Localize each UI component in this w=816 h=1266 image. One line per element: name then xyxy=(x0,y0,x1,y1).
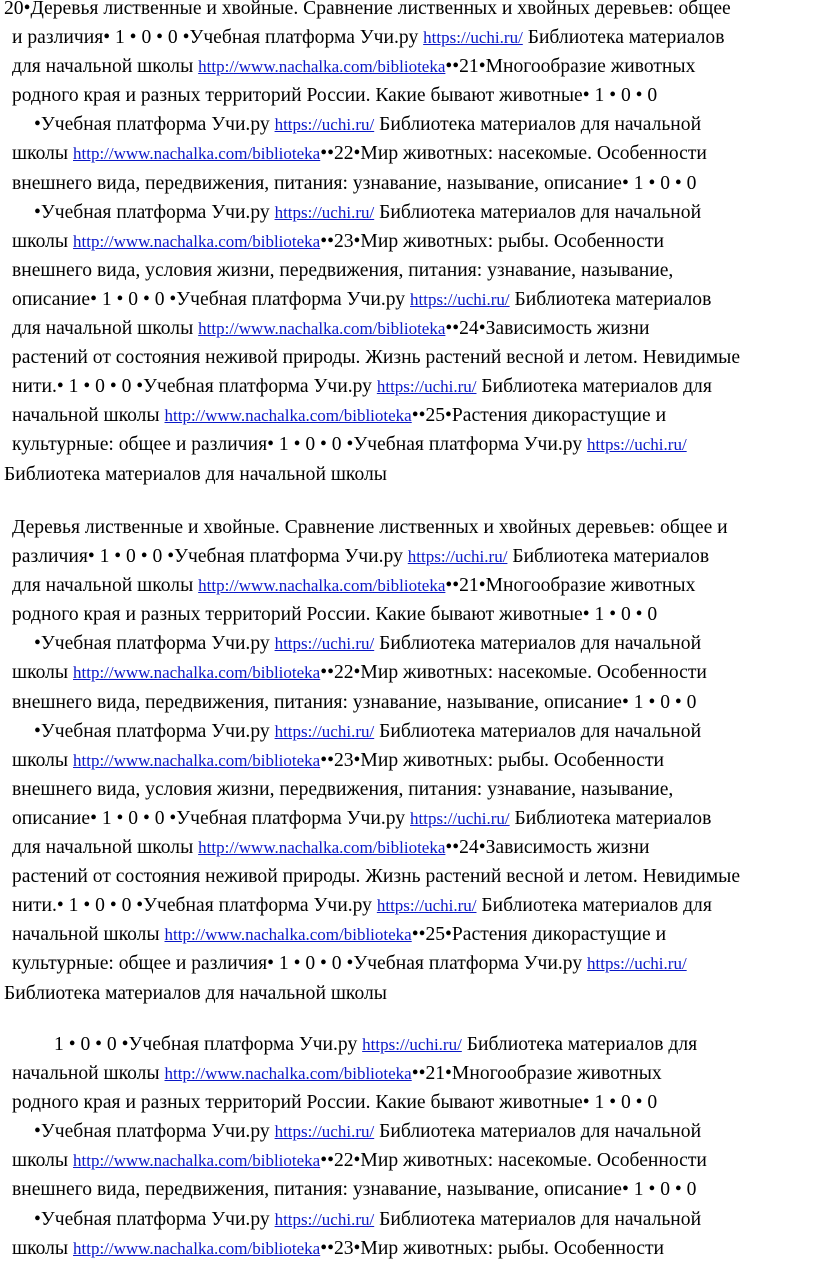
text-segment: нити.• 1 • 0 • 0 •Учебная платформа Учи.ру xyxy=(12,376,377,398)
uchi-link[interactable]: https://uchi.ru/ xyxy=(362,1035,462,1054)
text-segment: культурные: общее и различия• 1 • 0 • 0 •Учебная платформа Учи.ру xyxy=(12,434,588,456)
uchi-link[interactable]: https://uchi.ru/ xyxy=(274,202,375,222)
nachalka-link[interactable]: http://www.nachalka.com/biblioteka xyxy=(198,57,446,77)
text-segment: ••21•Многообразие животных xyxy=(445,56,696,78)
text-segment: школы xyxy=(12,143,73,165)
uchi-link[interactable]: https://uchi.ru/ xyxy=(274,721,375,741)
text-line xyxy=(4,1205,812,1234)
text-segment: родного края и разных территорий России. Какие бывают животные• 1 • 0 • 0 xyxy=(12,85,658,107)
nachalka-link[interactable]: http://www.nachalka.com/biblioteka xyxy=(73,750,321,770)
text-segment: •Учебная платформа Учи.ру xyxy=(34,1208,275,1230)
text-line xyxy=(4,1146,812,1175)
text-line xyxy=(4,110,812,139)
text-segment: нити.• 1 • 0 • 0 •Учебная платформа Учи.ру xyxy=(12,895,377,917)
text-segment: •Учебная платформа Учи.ру xyxy=(34,114,275,136)
nachalka-link[interactable]: http://www.nachalka.com/biblioteka xyxy=(164,1064,412,1084)
text-line xyxy=(4,746,812,775)
text-line xyxy=(4,169,812,198)
text-line xyxy=(4,52,812,81)
nachalka-link[interactable]: http://www.nachalka.com/biblioteka xyxy=(198,576,446,596)
text-segment: ••23•Мир животных: рыбы. Особенности xyxy=(320,230,664,252)
nachalka-link[interactable]: http://www.nachalka.com/biblioteka xyxy=(73,144,321,164)
text-line xyxy=(4,372,812,401)
text-line xyxy=(4,891,812,920)
text-line xyxy=(4,401,812,430)
text-line xyxy=(4,775,812,804)
text-line xyxy=(4,920,812,949)
text-segment: 1 • 0 • 0 •Учебная платформа Учи.ру xyxy=(54,1034,363,1055)
text-line xyxy=(4,23,812,52)
text-segment: для начальной школы xyxy=(12,318,199,340)
text-line xyxy=(4,949,812,978)
nachalka-link[interactable]: http://www.nachalka.com/biblioteka xyxy=(164,925,412,945)
text-segment: Библиотека материалов для начальной xyxy=(374,201,702,223)
text-segment: внешнего вида, передвижения, питания: узнавание, называние, описание• 1 • 0 • 0 xyxy=(12,172,697,194)
text-line xyxy=(4,571,812,600)
text-line xyxy=(4,0,812,23)
text-segment: •Учебная платформа Учи.ру xyxy=(34,633,275,655)
uchi-link[interactable]: https://uchi.ru/ xyxy=(274,1209,375,1229)
text-line xyxy=(4,979,812,1008)
text-segment: внешнего вида, условия жизни, передвижения, питания: узнавание, называние, xyxy=(12,259,674,281)
text-line xyxy=(4,285,812,314)
text-segment: Библиотека материалов для начальной школы xyxy=(4,463,387,485)
text-line xyxy=(4,81,812,110)
text-segment: растений от состояния неживой природы. Жизнь растений весной и летом. Невидимые xyxy=(12,347,741,369)
text-segment: описание• 1 • 0 • 0 •Учебная платформа Учи.ру xyxy=(12,807,410,829)
text-segment: ••21•Многообразие животных xyxy=(411,1063,662,1085)
text-segment: школы xyxy=(12,1150,73,1172)
text-segment: начальной школы xyxy=(12,405,165,427)
text-segment: внешнего вида, условия жизни, передвижения, питания: узнавание, называние, xyxy=(12,778,674,800)
text-segment: Библиотека материалов для начальной xyxy=(374,114,702,136)
text-segment: внешнего вида, передвижения, питания: узнавание, называние, описание• 1 • 0 • 0 xyxy=(12,691,697,713)
text-segment: различия• 1 • 0 • 0 •Учебная платформа Учи.ру xyxy=(12,546,408,568)
text-segment: Библиотека материалов xyxy=(509,288,712,310)
text-segment: школы xyxy=(12,230,73,252)
nachalka-link[interactable]: http://www.nachalka.com/biblioteka xyxy=(198,319,446,339)
text-line xyxy=(4,1175,812,1204)
text-segment: ••21•Многообразие животных xyxy=(445,575,696,597)
text-segment: Библиотека материалов для xyxy=(476,895,712,917)
text-line xyxy=(4,1088,812,1117)
text-segment: внешнего вида, передвижения, питания: узнавание, называние, описание• 1 • 0 • 0 xyxy=(12,1179,697,1201)
uchi-link[interactable]: https://uchi.ru/ xyxy=(407,547,508,567)
text-segment: ••25•Растения дикорастущие и xyxy=(411,405,667,427)
nachalka-link[interactable]: http://www.nachalka.com/biblioteka xyxy=(73,231,321,251)
text-segment: Библиотека материалов для начальной xyxy=(374,1208,702,1230)
text-segment: школы xyxy=(12,749,73,771)
text-segment: школы xyxy=(12,1237,73,1259)
text-segment: ••22•Мир животных: насекомые. Особенности xyxy=(320,662,707,684)
text-line xyxy=(4,314,812,343)
text-segment: родного края и разных территорий России. Какие бывают животные• 1 • 0 • 0 xyxy=(12,604,658,626)
text-segment: Библиотека материалов xyxy=(522,27,725,49)
text-segment: •Учебная платформа Учи.ру xyxy=(34,1121,275,1143)
uchi-link[interactable]: https://uchi.ru/ xyxy=(423,28,523,48)
text-segment: ••23•Мир животных: рыбы. Особенности xyxy=(320,1237,664,1259)
text-segment: Библиотека материалов для начальной xyxy=(374,633,702,655)
text-line xyxy=(4,256,812,285)
text-segment: описание• 1 • 0 • 0 •Учебная платформа Учи.ру xyxy=(12,288,410,310)
text-segment: ••22•Мир животных: насекомые. Особенности xyxy=(320,1150,707,1172)
text-segment: Библиотека материалов для xyxy=(461,1034,698,1055)
text-segment: •Учебная платформа Учи.ру xyxy=(34,201,275,223)
text-line xyxy=(4,542,812,571)
uchi-link[interactable]: https://uchi.ru/ xyxy=(274,115,375,135)
text-line xyxy=(4,658,812,687)
text-segment: начальной школы xyxy=(12,1063,165,1085)
nachalka-link[interactable]: http://www.nachalka.com/biblioteka xyxy=(73,1151,321,1171)
text-segment: культурные: общее и различия• 1 • 0 • 0 •Учебная платформа Учи.ру xyxy=(12,953,588,975)
text-line xyxy=(4,1059,812,1088)
text-line xyxy=(4,833,812,862)
text-line xyxy=(4,343,812,372)
uchi-link[interactable]: https://uchi.ru/ xyxy=(587,954,687,974)
text-line xyxy=(4,198,812,227)
nachalka-link[interactable]: http://www.nachalka.com/biblioteka xyxy=(73,1238,321,1258)
text-segment: родного края и разных территорий России. Какие бывают животные• 1 • 0 • 0 xyxy=(12,1092,658,1114)
text-segment: для начальной школы xyxy=(12,56,199,78)
text-line xyxy=(4,862,812,891)
text-segment: начальной школы xyxy=(12,924,165,946)
text-segment: ••23•Мир животных: рыбы. Особенности xyxy=(320,749,664,771)
text-segment: школы xyxy=(12,662,73,684)
text-segment: и различия• 1 • 0 • 0 •Учебная платформа Учи.ру xyxy=(12,27,424,49)
nachalka-link[interactable]: http://www.nachalka.com/biblioteka xyxy=(73,663,321,683)
uchi-link[interactable]: https://uchi.ru/ xyxy=(410,289,510,309)
nachalka-link[interactable]: http://www.nachalka.com/biblioteka xyxy=(198,838,446,858)
text-segment: •Учебная платформа Учи.ру xyxy=(34,720,275,742)
uchi-link[interactable]: https://uchi.ru/ xyxy=(587,435,687,455)
text-segment: ••24•Зависимость жизни xyxy=(445,837,650,859)
text-segment: 20•Деревья лиственные и хвойные. Сравнение лиственных и хвойных деревьев: общее xyxy=(4,0,731,19)
text-segment: ••25•Растения дикорастущие и xyxy=(411,924,667,946)
text-segment: растений от состояния неживой природы. Жизнь растений весной и летом. Невидимые xyxy=(12,866,741,888)
text-line xyxy=(4,430,812,459)
uchi-link[interactable]: https://uchi.ru/ xyxy=(376,377,477,397)
text-line xyxy=(4,629,812,658)
uchi-link[interactable]: https://uchi.ru/ xyxy=(410,808,510,828)
uchi-link[interactable]: https://uchi.ru/ xyxy=(274,1122,375,1142)
text-line xyxy=(4,513,812,542)
text-line xyxy=(4,1117,812,1146)
text-segment: ••22•Мир животных: насекомые. Особенности xyxy=(320,143,707,165)
uchi-link[interactable]: https://uchi.ru/ xyxy=(376,896,477,916)
text-segment: Библиотека материалов для xyxy=(476,376,712,398)
text-line xyxy=(4,600,812,629)
text-segment: ••24•Зависимость жизни xyxy=(445,318,650,340)
text-line xyxy=(4,1030,812,1059)
text-segment: для начальной школы xyxy=(12,837,199,859)
text-segment: Библиотека материалов для начальной xyxy=(374,1121,702,1143)
paragraph-1 xyxy=(4,0,812,489)
nachalka-link[interactable]: http://www.nachalka.com/biblioteka xyxy=(164,406,412,426)
text-line xyxy=(4,139,812,168)
text-line xyxy=(4,227,812,256)
text-line xyxy=(4,1234,812,1263)
text-line xyxy=(4,717,812,746)
text-segment: Библиотека материалов xyxy=(509,807,712,829)
text-line xyxy=(4,460,812,489)
text-segment: Библиотека материалов xyxy=(507,546,710,568)
text-segment: Библиотека материалов для начальной xyxy=(374,720,702,742)
text-segment: Деревья лиственные и хвойные. Сравнение лиственных и хвойных деревьев: общее и xyxy=(12,517,728,538)
uchi-link[interactable]: https://uchi.ru/ xyxy=(274,634,375,654)
paragraph-3 xyxy=(4,1030,812,1263)
text-line xyxy=(4,688,812,717)
text-line xyxy=(4,804,812,833)
paragraph-2 xyxy=(4,513,812,1008)
text-segment: Библиотека материалов для начальной школы xyxy=(4,982,387,1004)
text-segment: для начальной школы xyxy=(12,575,199,597)
